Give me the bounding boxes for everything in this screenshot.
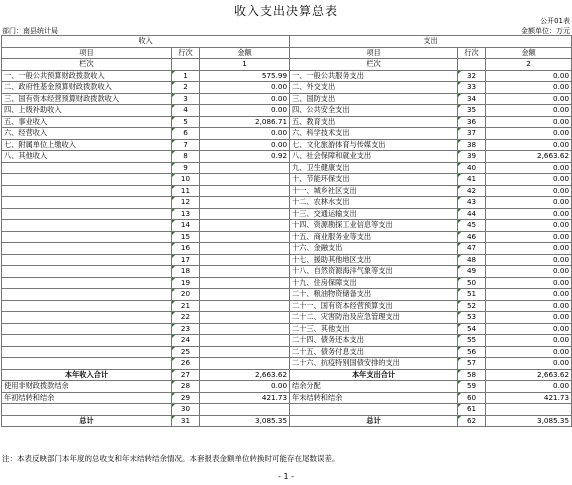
- expense-amount: 0.00: [486, 312, 572, 324]
- table-row: [2, 174, 572, 186]
- income-item: [2, 208, 172, 220]
- expense-amount: 0.00: [486, 185, 572, 197]
- expense-amount: 0.00: [486, 116, 572, 128]
- income-item: [2, 243, 172, 255]
- expense-amount: 2,663.62: [486, 369, 572, 381]
- expense-amount: 0.00: [486, 323, 572, 335]
- table-row: [2, 162, 572, 174]
- table-row: [2, 139, 572, 151]
- income-item: [2, 220, 172, 232]
- expense-item: 二十二、灾害防治及应急管理支出: [290, 312, 458, 324]
- income-amount: [200, 208, 290, 220]
- expense-amount: 0.00: [486, 289, 572, 301]
- table-row: [2, 335, 572, 347]
- expense-amount: 2,663.62: [486, 151, 572, 163]
- expense-amount: 0.00: [486, 197, 572, 209]
- report-title: 收入支出决算总表: [233, 4, 338, 18]
- table-row: [2, 358, 572, 370]
- expense-line-number: 51: [458, 289, 486, 301]
- expense-line-number: 42: [458, 185, 486, 197]
- income-item: [2, 323, 172, 335]
- income-line-number: 23: [172, 323, 200, 335]
- table-row: [2, 300, 572, 312]
- expense-item: 三、国防支出: [290, 93, 458, 105]
- expense-item: 八、社会保障和就业支出: [290, 151, 458, 163]
- expense-amount: 0.00: [486, 93, 572, 105]
- expense-amount: 0.00: [486, 358, 572, 370]
- income-line-number: 7: [172, 139, 200, 151]
- income-item: 二、政府性基金预算财政拨款收入: [2, 82, 172, 94]
- expense-amount: 0.00: [486, 243, 572, 255]
- income-line-number: 11: [172, 185, 200, 197]
- income-amount: 0.00: [200, 82, 290, 94]
- expense-line-number: 59: [458, 381, 486, 393]
- expense-amount: 0.00: [486, 335, 572, 347]
- income-amount: 0.00: [200, 381, 290, 393]
- expense-amount: 0.00: [486, 254, 572, 266]
- table-row: [2, 220, 572, 232]
- expense-line-number: 46: [458, 231, 486, 243]
- expense-item: 十七、援助其他地区支出: [290, 254, 458, 266]
- expense-item: 十八、自然资源海洋气象等支出: [290, 266, 458, 278]
- expense-item: 二十六、抗疫特别国债安排的支出: [290, 358, 458, 370]
- expense-item: 本年支出合计: [290, 369, 458, 381]
- expense-amount: 0.00: [486, 300, 572, 312]
- table-row: [2, 392, 572, 404]
- expense-line-number: 60: [458, 392, 486, 404]
- income-section-header: 收入: [2, 36, 290, 48]
- income-amount: 0.00: [200, 93, 290, 105]
- income-amount: [200, 231, 290, 243]
- income-amount: 2,663.62: [200, 369, 290, 381]
- expense-line-number: 50: [458, 277, 486, 289]
- table-row: [2, 277, 572, 289]
- expense-item: [290, 404, 458, 416]
- expense-line-number: 39: [458, 151, 486, 163]
- income-line-number: 29: [172, 392, 200, 404]
- income-line-number: 22: [172, 312, 200, 324]
- table-row: [2, 381, 572, 393]
- table-row: [2, 231, 572, 243]
- expense-item: 二、外交支出: [290, 82, 458, 94]
- income-item: 八、其他收入: [2, 151, 172, 163]
- income-amount: 0.92: [200, 151, 290, 163]
- expense-line-number: 43: [458, 197, 486, 209]
- expense-amount: 0.00: [486, 174, 572, 186]
- expense-line-number: 48: [458, 254, 486, 266]
- income-line-header: 行次: [172, 47, 200, 59]
- income-amount: [200, 220, 290, 232]
- expense-amount: 0.00: [486, 277, 572, 289]
- expense-item: 五、教育支出: [290, 116, 458, 128]
- income-item: [2, 174, 172, 186]
- table-row: [2, 369, 572, 381]
- income-amount: [200, 243, 290, 255]
- income-item: [2, 197, 172, 209]
- expense-line-number: 58: [458, 369, 486, 381]
- expense-amount: 0.00: [486, 208, 572, 220]
- expense-item: 二十三、其他支出: [290, 323, 458, 335]
- expense-line-number: 32: [458, 70, 486, 82]
- table-row: [2, 289, 572, 301]
- expense-item: 一、一般公共服务支出: [290, 70, 458, 82]
- form-code: 公开01表: [540, 17, 570, 25]
- income-amount: [200, 254, 290, 266]
- income-amount: [200, 335, 290, 347]
- expense-item: 十九、住房保障支出: [290, 277, 458, 289]
- expense-item: 二十五、债务付息支出: [290, 346, 458, 358]
- income-item: [2, 231, 172, 243]
- unit-label: 金额单位：万元: [521, 27, 570, 35]
- table-row: [2, 197, 572, 209]
- expense-amount: 421.73: [486, 392, 572, 404]
- expense-item: 二十四、债务还本支出: [290, 335, 458, 347]
- table-row: [2, 208, 572, 220]
- income-line-number: 16: [172, 243, 200, 255]
- income-amount: 575.99: [200, 70, 290, 82]
- expense-item: 十三、交通运输支出: [290, 208, 458, 220]
- income-item: 四、上级补助收入: [2, 105, 172, 117]
- table-row: [2, 312, 572, 324]
- income-amount: 0.00: [200, 139, 290, 151]
- income-amount: [200, 358, 290, 370]
- expense-line-number: 41: [458, 174, 486, 186]
- table-row: [2, 128, 572, 140]
- income-line-number: 14: [172, 220, 200, 232]
- expense-item: 总计: [290, 415, 458, 427]
- expense-line-number: 49: [458, 266, 486, 278]
- expense-amount: 0.00: [486, 162, 572, 174]
- income-item: [2, 277, 172, 289]
- expense-column-index: 2: [486, 59, 572, 71]
- income-item: 三、国有资本经营预算财政拨款收入: [2, 93, 172, 105]
- income-item: [2, 162, 172, 174]
- expense-line-number: 53: [458, 312, 486, 324]
- table-row: [2, 151, 572, 163]
- table-row: [2, 185, 572, 197]
- expense-section-header: 支出: [290, 36, 572, 48]
- expense-line-number: 34: [458, 93, 486, 105]
- table-row: [2, 70, 572, 82]
- income-amount: 0.00: [200, 105, 290, 117]
- expense-item: 十四、资源勘探工业信息等支出: [290, 220, 458, 232]
- table-row: [2, 82, 572, 94]
- income-amount-header: 金额: [200, 47, 290, 59]
- income-amount: [200, 300, 290, 312]
- income-line-number: 28: [172, 381, 200, 393]
- expense-item: 十一、城乡社区支出: [290, 185, 458, 197]
- expense-item: 结余分配: [290, 381, 458, 393]
- income-line-number: 1: [172, 70, 200, 82]
- income-item-header: 项目: [2, 47, 172, 59]
- income-item: 七、附属单位上缴收入: [2, 139, 172, 151]
- income-line-number: 5: [172, 116, 200, 128]
- income-item: 年初结转和结余: [2, 392, 172, 404]
- income-amount: [200, 404, 290, 416]
- expense-amount: 0.00: [486, 381, 572, 393]
- expense-line-number: 54: [458, 323, 486, 335]
- expense-line-number: 47: [458, 243, 486, 255]
- income-amount: 2,086.71: [200, 116, 290, 128]
- expense-line-number: 35: [458, 105, 486, 117]
- income-item: 六、经营收入: [2, 128, 172, 140]
- table-row: [2, 266, 572, 278]
- expense-amount: 3,085.35: [486, 415, 572, 427]
- table-row: [2, 116, 572, 128]
- income-line-number: 9: [172, 162, 200, 174]
- income-line-number: 15: [172, 231, 200, 243]
- income-line-number: 31: [172, 415, 200, 427]
- income-amount: [200, 346, 290, 358]
- expense-line-header: 行次: [458, 47, 486, 59]
- income-line-number: 8: [172, 151, 200, 163]
- income-line-number: 18: [172, 266, 200, 278]
- income-column-index: 1: [200, 59, 290, 71]
- expense-item: 十五、商业服务业等支出: [290, 231, 458, 243]
- income-amount: [200, 174, 290, 186]
- expense-line-number: 52: [458, 300, 486, 312]
- income-amount: 3,085.35: [200, 415, 290, 427]
- income-line-number: 25: [172, 346, 200, 358]
- expense-amount-header: 金额: [486, 47, 572, 59]
- table-row: [2, 404, 572, 416]
- income-line-number: 20: [172, 289, 200, 301]
- expense-line-number: 36: [458, 116, 486, 128]
- expense-amount: 0.00: [486, 266, 572, 278]
- expense-amount: 0.00: [486, 70, 572, 82]
- income-amount: [200, 323, 290, 335]
- income-amount: [200, 289, 290, 301]
- income-item: 总计: [2, 415, 172, 427]
- expense-item: 二十一、国有资本经营预算支出: [290, 300, 458, 312]
- expense-column-index-label: 栏次: [290, 59, 458, 71]
- income-line-number: 19: [172, 277, 200, 289]
- income-amount: 421.73: [200, 392, 290, 404]
- income-line-number: 6: [172, 128, 200, 140]
- income-line-number: 3: [172, 93, 200, 105]
- expense-line-number: 55: [458, 335, 486, 347]
- header-row-column-index: [2, 59, 572, 71]
- expense-line-number: 62: [458, 415, 486, 427]
- expense-amount: 0.00: [486, 346, 572, 358]
- expense-amount: 0.00: [486, 231, 572, 243]
- expense-amount: 0.00: [486, 105, 572, 117]
- income-amount: [200, 312, 290, 324]
- income-item: [2, 300, 172, 312]
- income-line-number: 10: [172, 174, 200, 186]
- income-line-number: 27: [172, 369, 200, 381]
- income-item: [2, 404, 172, 416]
- income-amount: [200, 162, 290, 174]
- expense-amount: 0.00: [486, 139, 572, 151]
- header-row-section: [2, 36, 572, 48]
- income-line-number: 21: [172, 300, 200, 312]
- income-item: [2, 312, 172, 324]
- income-line-number: 4: [172, 105, 200, 117]
- expense-item: 二十、粮油物资储备支出: [290, 289, 458, 301]
- summary-table: [1, 35, 572, 427]
- expense-item: 九、卫生健康支出: [290, 162, 458, 174]
- income-line-number: 30: [172, 404, 200, 416]
- expense-line-number: 56: [458, 346, 486, 358]
- expense-item: 十二、农林水支出: [290, 197, 458, 209]
- expense-item: 年末结转和结余: [290, 392, 458, 404]
- income-line-number: 12: [172, 197, 200, 209]
- income-item: [2, 266, 172, 278]
- expense-column-index-blank: [458, 59, 486, 71]
- income-amount: [200, 266, 290, 278]
- expense-item: 十六、金融支出: [290, 243, 458, 255]
- income-line-number: 24: [172, 335, 200, 347]
- income-item: [2, 335, 172, 347]
- income-amount: [200, 197, 290, 209]
- income-line-number: 17: [172, 254, 200, 266]
- income-item: 一、一般公共预算财政拨款收入: [2, 70, 172, 82]
- expense-item: 六、科学技术支出: [290, 128, 458, 140]
- income-line-number: 2: [172, 82, 200, 94]
- table-row: [2, 415, 572, 427]
- income-amount: 0.00: [200, 128, 290, 140]
- income-line-number: 13: [172, 208, 200, 220]
- expense-line-number: 57: [458, 358, 486, 370]
- income-amount: [200, 185, 290, 197]
- table-row: [2, 93, 572, 105]
- income-column-index-label: 栏次: [2, 59, 172, 71]
- expense-item-header: 项目: [290, 47, 458, 59]
- table-row: [2, 243, 572, 255]
- expense-line-number: 33: [458, 82, 486, 94]
- expense-amount: 0.00: [486, 128, 572, 140]
- table-row: [2, 254, 572, 266]
- header-row-columns: [2, 47, 572, 59]
- income-item: 五、事业收入: [2, 116, 172, 128]
- expense-line-number: 40: [458, 162, 486, 174]
- income-line-number: 26: [172, 358, 200, 370]
- expense-item: 十、节能环保支出: [290, 174, 458, 186]
- expense-line-number: 61: [458, 404, 486, 416]
- expense-line-number: 38: [458, 139, 486, 151]
- footnote: 注：本表反映部门本年度的总收支和年末结转结余情况。本套报表金额单位转换时可能存在尾数误差。: [2, 454, 340, 463]
- table-row: [2, 105, 572, 117]
- income-item: [2, 289, 172, 301]
- expense-amount: [486, 404, 572, 416]
- income-item: [2, 358, 172, 370]
- department-label: 部门：南县统计局: [2, 27, 58, 35]
- income-item: [2, 185, 172, 197]
- expense-line-number: 45: [458, 220, 486, 232]
- income-item: [2, 254, 172, 266]
- income-item: 使用非财政拨款结余: [2, 381, 172, 393]
- expense-item: 七、文化旅游体育与传媒支出: [290, 139, 458, 151]
- income-column-index-blank: [172, 59, 200, 71]
- expense-amount: 0.00: [486, 82, 572, 94]
- expense-line-number: 37: [458, 128, 486, 140]
- income-amount: [200, 277, 290, 289]
- expense-item: 四、公共安全支出: [290, 105, 458, 117]
- income-item: [2, 346, 172, 358]
- page-number: - 1 -: [278, 472, 294, 481]
- income-item: 本年收入合计: [2, 369, 172, 381]
- table-row: [2, 323, 572, 335]
- expense-line-number: 44: [458, 208, 486, 220]
- expense-amount: 0.00: [486, 220, 572, 232]
- table-row: [2, 346, 572, 358]
